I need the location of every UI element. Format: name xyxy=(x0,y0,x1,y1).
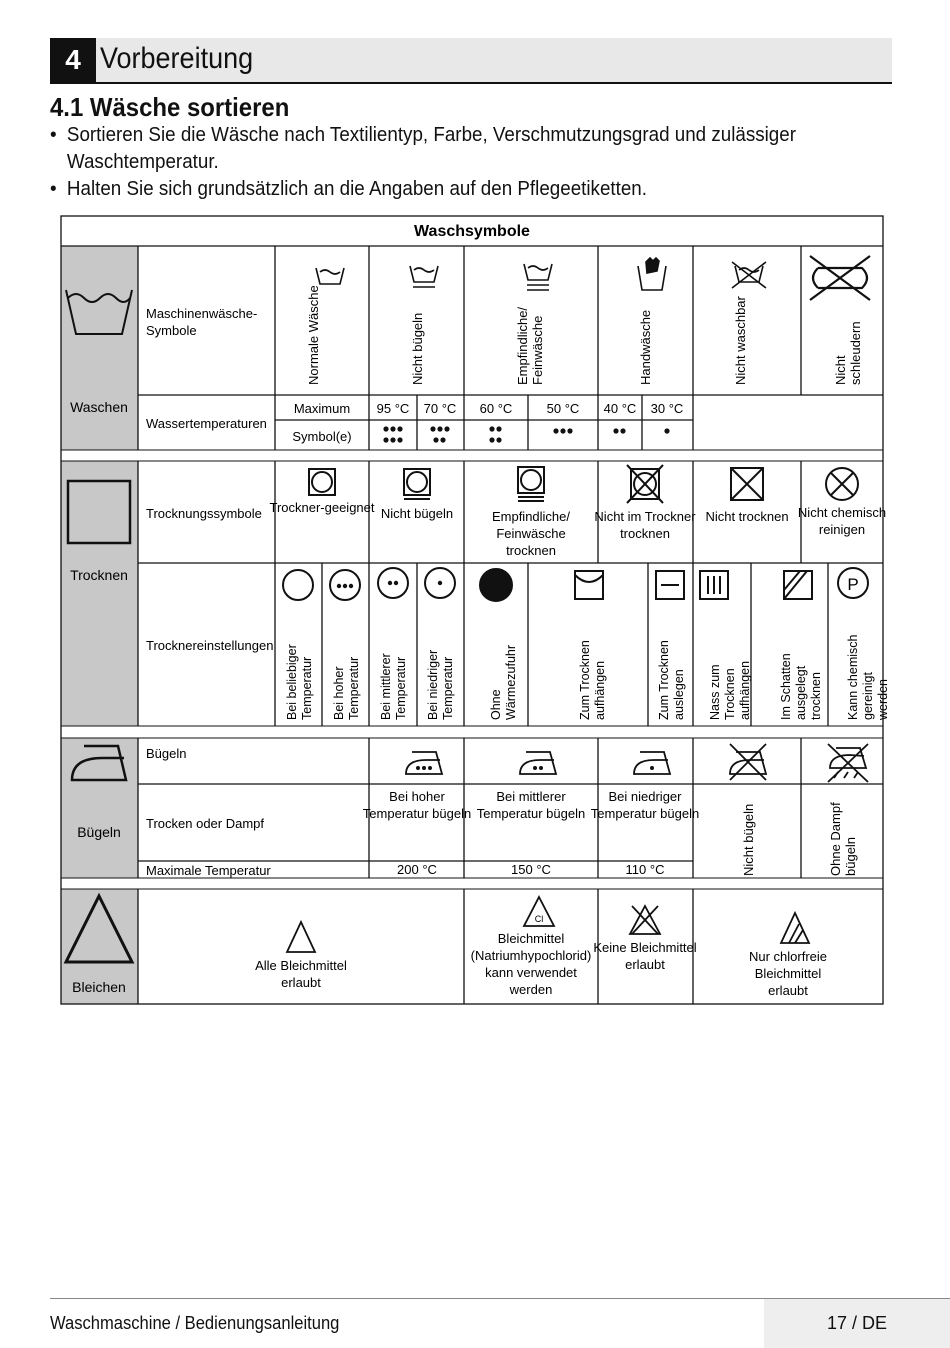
iron-row1-label: Bügeln xyxy=(146,746,187,761)
page-number: 17 / DE xyxy=(826,1313,888,1333)
iron-medium-icon xyxy=(520,752,556,774)
dryer-setting-label: OhneWärmezufuhr xyxy=(489,644,518,720)
dryer-setting-label: Bei beliebigerTemperatur xyxy=(285,644,314,720)
wash-symbol-label: Normale Wäsche xyxy=(306,285,321,385)
iron-high-icon xyxy=(406,752,442,774)
temp-value: 95 °C xyxy=(376,401,410,416)
footer-title: Waschmaschine / Bedienungsanleitung xyxy=(50,1313,340,1333)
iron-level-label: Bei mittlerer Temperatur bügeln xyxy=(476,789,586,821)
separator-band xyxy=(61,726,883,738)
dryer-setting-label: Bei niedrigerTemperatur xyxy=(426,649,455,720)
bullet-text: Sortieren Sie die Wäsche nach Textilientyp, Farbe, Verschmutzungsgrad und zulässiger Waschtemperatur. xyxy=(66,124,796,173)
drip-dry-icon xyxy=(700,571,728,599)
section-title: 4.1 Wäsche sortieren xyxy=(50,92,290,122)
bullet-item: • Sortieren Sie die Wäsche nach Textilientyp, Farbe, Verschmutzungsgrad und zulässiger Waschtemperatur. xyxy=(50,122,821,176)
temp-dot-symbols xyxy=(383,426,669,442)
dryer-setting-label: Zum Trocknenauslegen xyxy=(657,640,686,720)
wash-symbol-label: Nichtschleudern xyxy=(833,321,863,385)
dry-row2-label: Trocknereinstellungen xyxy=(146,638,274,653)
do-not-dry-clean-icon xyxy=(826,468,858,500)
no-iron-label: Nicht bügeln xyxy=(741,803,756,876)
iron-row2-label: Trocken oder Dampf xyxy=(146,816,265,831)
bleach-label: Bleichmittel (Natriumhypochlorid) kann verwendet werden xyxy=(470,931,592,997)
dry-no-heat-icon xyxy=(480,569,512,601)
category-column-bg xyxy=(61,246,138,1004)
temp-value: 30 °C xyxy=(650,401,684,416)
dryer-setting-label: Zum Trocknenaufhängen xyxy=(578,640,607,720)
line-dry-icon xyxy=(575,571,603,599)
separator-band xyxy=(61,878,883,889)
wash-symbol-label: Nicht bügeln xyxy=(410,312,425,385)
dryer-setting-label: Im Schattenausgelegttrocknen xyxy=(779,653,823,720)
table-title: Waschsymbole xyxy=(414,223,530,240)
dry-symbol-label: Empfindliche/ Feinwäsche trocknen xyxy=(491,509,571,558)
chapter-title: Vorbereitung xyxy=(100,42,254,75)
p-mark: P xyxy=(847,575,859,594)
iron-temp: 150 °C xyxy=(511,862,551,877)
temp-value: 70 °C xyxy=(423,401,457,416)
bleach-label: Alle Bleichmittel erlaubt xyxy=(255,958,347,990)
no-bleach-icon xyxy=(630,906,660,934)
do-not-wring-icon xyxy=(810,256,870,300)
dry-medium-temp-icon xyxy=(378,568,408,598)
iron-level-label: Bei niedriger Temperatur bügeln xyxy=(590,789,700,821)
iron-category-label: Bügeln xyxy=(77,824,121,840)
dry-symbol-label: Trockner-geeignet xyxy=(269,500,375,515)
max-label: Maximum xyxy=(293,401,351,416)
tumble-dry-bar-icon xyxy=(404,469,430,499)
temp-value: 60 °C xyxy=(479,401,513,416)
bleach-category-label: Bleichen xyxy=(72,979,126,995)
symbol-label: Symbol(e) xyxy=(292,429,352,444)
dryer-setting-label: Bei hoherTemperatur xyxy=(332,656,361,720)
dry-category-label: Trocknen xyxy=(70,567,128,583)
dry-symbol-label: Nicht trocknen xyxy=(705,509,789,524)
separator-band xyxy=(61,450,883,461)
iron-temp: 200 °C xyxy=(397,862,437,877)
bleach-label: Nur chlorfreie Bleichmittel erlaubt xyxy=(748,949,828,998)
wash-symbol-label: Empfindliche/Feinwäsche xyxy=(515,306,545,385)
iron-low-icon xyxy=(634,752,670,774)
no-steam-label: Ohne Dampfbügeln xyxy=(828,802,858,876)
tumble-dry-delicate-icon xyxy=(518,467,544,501)
temp-value: 40 °C xyxy=(603,401,637,416)
dryer-setting-label: Bei mittlererTemperatur xyxy=(379,653,408,720)
iron-row3-label: Maximale Temperatur xyxy=(146,863,271,878)
bleach-label: Keine Bleichmittel erlaubt xyxy=(593,940,697,972)
dry-symbol-label: Nicht chemisch reinigen xyxy=(797,505,887,537)
temp-value: 50 °C xyxy=(546,401,580,416)
wash-row2-label: Wassertemperaturen xyxy=(146,416,267,431)
tumble-dry-icon xyxy=(309,469,335,495)
wash-row1-label: Maschinenwäsche-Symbole xyxy=(146,306,258,338)
non-chlorine-bleach-icon xyxy=(781,913,809,943)
dry-flat-icon xyxy=(656,571,684,599)
chapter-number: 4 xyxy=(50,38,96,82)
iron-temp: 110 °C xyxy=(625,862,665,877)
wash-tub-two-bars-icon xyxy=(524,264,552,290)
bullet-text: Halten Sie sich grundsätzlich an die Angaben auf den Pflegeetiketten. xyxy=(66,178,647,200)
dry-symbol-label: Nicht im Trockner trocknen xyxy=(594,509,696,541)
bleach-allowed-icon xyxy=(287,922,315,952)
no-steam-iron-icon xyxy=(828,744,868,782)
bullet-item: • Halten Sie sich grundsätzlich an die Angaben auf den Pflegeetiketten. xyxy=(50,176,821,203)
wash-tub-icon xyxy=(316,268,344,284)
wash-symbol-label: Handwäsche xyxy=(638,309,653,385)
dry-in-shade-icon xyxy=(784,571,812,599)
iron-level-label: Bei hoher Temperatur bügeln xyxy=(362,789,472,821)
do-not-wash-icon xyxy=(732,262,766,288)
cl-mark: Cl xyxy=(534,914,544,924)
dry-any-temp-icon xyxy=(283,570,313,600)
wash-symbol-label: Nicht waschbar xyxy=(733,296,748,385)
do-not-iron-icon xyxy=(730,744,766,780)
dry-symbol-label: Nicht bügeln xyxy=(380,506,454,521)
dryer-setting-label: Nass zumTrocknenaufhängen xyxy=(708,660,752,720)
do-not-tumble-dry-icon xyxy=(627,465,663,503)
hand-wash-icon xyxy=(638,258,666,290)
dry-row1-label: Trocknungssymbole xyxy=(146,506,262,521)
do-not-dry-icon xyxy=(731,468,763,500)
dryer-setting-label: Kann chemischgereinigtwerden xyxy=(846,634,890,720)
wash-category-label: Waschen xyxy=(70,399,128,415)
wash-tub-one-bar-icon xyxy=(410,266,438,287)
